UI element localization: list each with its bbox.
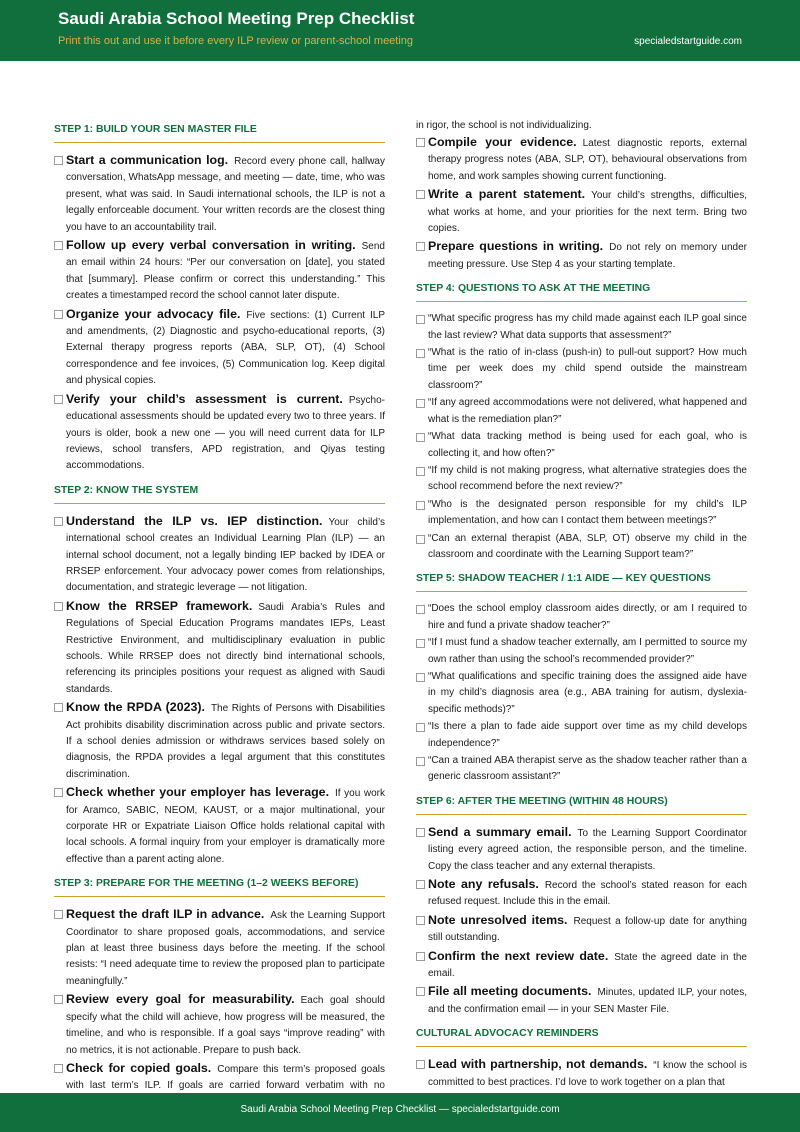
step3-continuation-text: in rigor, the school is not individualizing. <box>416 120 592 131</box>
step3-checklist-item <box>54 991 385 1059</box>
step4-checklist-item <box>416 463 747 496</box>
checkbox[interactable] <box>416 916 425 925</box>
step6-checklist-item <box>416 876 747 911</box>
checkbox[interactable] <box>54 395 63 404</box>
step1-heading: STEP 1: BUILD YOUR SEN MASTER FILE <box>54 124 385 143</box>
item-text: To the Learning Support Coordinator listing every agreed action, the responsible person, and the timeline. Copy the class teacher and any external therapists. <box>428 827 747 872</box>
step4-checklist-item <box>416 345 747 394</box>
checkbox[interactable] <box>416 399 425 408</box>
question-text: “Is there a plan to fade aide support over time as my child develops independence?” <box>428 721 747 749</box>
item-text: Send an email within 24 hours: “Per our conversation on [date], you stated that [summary]. Please confirm or correct this understanding.” This creates a timestamped record the school cannot later dispute. <box>66 241 385 302</box>
item-text: The Rights of Persons with Disabilities Act prohibits disability discrimination across public and private sectors. If a school denies admission or withdraws services based solely on diagnosis, the RPDA provides a legal argument that this constitutes discrimination. <box>66 703 385 780</box>
item-text: Request a follow-up date for anything still outstanding. <box>428 915 747 944</box>
step6-checklist-item <box>416 948 747 983</box>
step5-checklist-item <box>416 719 747 752</box>
item-text: State the agreed date in the email. <box>428 951 747 980</box>
right-column <box>416 118 747 1092</box>
item-text: Your child’s international school creates an Individual Learning Plan (ILP) — an internal school document, not a legally binding IEP backed by IDEA or RRSEP enforcement. Your advocacy power comes from relationships, documentation, and strategic leverage — not litigation. <box>66 516 386 594</box>
question-text: “Does the school employ classroom aides directly, or am I required to hire and fund a private shadow teacher?” <box>428 603 747 631</box>
question-text: “If I must fund a shadow teacher externally, am I permitted to source my own rather than using the school’s recommended provider?” <box>428 637 747 665</box>
item-lead: Know the RPDA (2023). <box>66 700 205 715</box>
step4-checklist-item <box>416 531 747 564</box>
item-lead: Review every goal for measurability. <box>66 992 295 1007</box>
item-lead: Note any refusals. <box>428 877 539 892</box>
page-header <box>0 0 800 61</box>
question-text: “Can a trained ABA therapist serve as the shadow teacher rather than a generic classroom assistant?” <box>428 755 747 783</box>
checkbox[interactable] <box>416 138 425 147</box>
step2-checklist-item <box>54 699 385 783</box>
item-text: Psycho-educational assessments should be updated every two to three years. If yours is older, book a new one — you will need current data for ILP reviews, school transfers, APD registration, and Qiyas testing accommodations. <box>66 394 385 472</box>
item-lead: Check for copied goals. <box>66 1060 212 1075</box>
page-footer <box>0 1093 800 1132</box>
item-text: Latest diagnostic reports, external therapy progress notes (ABA, SLP, OT), behavioural observations from home, and work samples showing current functioning. <box>428 138 747 182</box>
cultural-heading: CULTURAL ADVOCACY REMINDERS <box>416 1028 747 1047</box>
left-column <box>54 118 385 1112</box>
checkbox[interactable] <box>54 703 63 712</box>
step4-checklist-item <box>416 429 747 462</box>
checkbox[interactable] <box>416 190 425 199</box>
step1-checklist-item <box>54 306 385 390</box>
step3-checklist-item <box>54 906 385 990</box>
step5-checklist-item <box>416 635 747 668</box>
checkbox[interactable] <box>416 639 425 648</box>
checkbox[interactable] <box>54 517 63 526</box>
checkbox[interactable] <box>416 315 425 324</box>
step1-checklist-item <box>54 237 385 305</box>
item-text: Record every phone call, hallway conversation, WhatsApp message, and meeting — date, time, who was present, what was said. In Saudi international schools, the ILP is not a legally enforceable document. Your written records are the closest thing you have to an accountability trail. <box>66 156 385 233</box>
item-lead: Send a summary email. <box>428 824 572 839</box>
checkbox[interactable] <box>54 995 63 1004</box>
step2-heading: STEP 2: KNOW THE SYSTEM <box>54 485 385 504</box>
checkbox[interactable] <box>416 673 425 682</box>
step3-cont-checklist-item <box>416 186 747 237</box>
item-lead: Check whether your employer has leverage. <box>66 785 330 800</box>
step6-checklist-item <box>416 912 747 947</box>
step4-checklist-item <box>416 497 747 530</box>
checkbox[interactable] <box>416 467 425 476</box>
checkbox[interactable] <box>54 156 63 165</box>
item-text: Minutes, updated ILP, your notes, and the confirmation email — in your SEN Master File. <box>428 987 747 1015</box>
checkbox[interactable] <box>416 605 425 614</box>
step4-checklist-item <box>416 311 747 344</box>
checkbox[interactable] <box>416 880 425 889</box>
item-text: Compare this term’s proposed goals with last term’s ILP. If goals are carried forward verbatim with no <box>66 1063 385 1092</box>
step5-heading: STEP 5: SHADOW TEACHER / 1:1 AIDE — KEY QUESTIONS <box>416 573 747 592</box>
step6-checklist-item <box>416 824 747 875</box>
item-lead: Verify your child’s assessment is current. <box>66 391 343 406</box>
page-subtitle: Print this out and use it before every ILP review or parent-school meeting <box>58 35 414 47</box>
item-text: Five sections: (1) Current ILP and amendments, (2) Diagnostic and psycho-educational reports, (3) External therapy progress reports (ABA, SLP, OT), (4) School correspondence and fee invoices, (5) Communication log. Keep digital and physical copies. <box>66 309 385 387</box>
step6-checklist-item <box>416 983 747 1018</box>
checkbox[interactable] <box>54 602 63 611</box>
page-title: Saudi Arabia School Meeting Prep Checklist <box>58 9 415 28</box>
step4-checklist-item <box>416 395 747 428</box>
checkbox[interactable] <box>416 242 425 251</box>
question-text: “If my child is not making progress, what alternative strategies does the school recommend before the next review?” <box>428 464 747 493</box>
item-text: Ask the Learning Support Coordinator to share proposed goals, accommodations, and service plan at least three business days before the meeting. If the school resists: “I need adequate time to review the proposed plan to participate meaningfully.” <box>66 910 385 987</box>
footer-text: Saudi Arabia School Meeting Prep Checklist — specialedstartguide.com <box>240 1104 560 1115</box>
cultural-checklist-item <box>416 1056 747 1091</box>
question-text: “Who is the designated person responsible for my child’s ILP implementation, and how can I contact them between meetings?” <box>428 498 747 527</box>
step2-checklist-item <box>54 513 385 597</box>
checkbox[interactable] <box>416 757 425 766</box>
checkbox[interactable] <box>54 1064 63 1073</box>
step3-heading: STEP 3: PREPARE FOR THE MEETING (1–2 WEEKS BEFORE) <box>54 878 385 897</box>
step5-checklist-item <box>416 669 747 718</box>
question-text: “What qualifications and specific training does the assigned aide have in my child’s diagnosis area (e.g., ABA training for autism, dyslexia-specific methods)?” <box>428 670 747 715</box>
checkbox[interactable] <box>416 952 425 961</box>
step6-heading: STEP 6: AFTER THE MEETING (WITHIN 48 HOURS) <box>416 796 747 815</box>
question-text: “Can an external therapist (ABA, SLP, OT) observe my child in the classroom and coordinate with the Learning Support team?” <box>428 532 747 560</box>
item-text: Your child’s strengths, difficulties, what works at home, and your priorities for the next term. Bring two copies. <box>428 190 748 235</box>
checkbox[interactable] <box>416 535 425 544</box>
step2-checklist-item <box>54 784 385 868</box>
step4-heading: STEP 4: QUESTIONS TO ASK AT THE MEETING <box>416 283 747 302</box>
item-text: If you work for Aramco, SABIC, NEOM, KAUST, or a major multinational, your corporate HR or Expatriate Liaison Office holds relational capital with local schools. A formal inquiry from your employer is dramatically more effective than a parent acting alone. <box>66 788 385 865</box>
item-lead: Follow up every verbal conversation in writing. <box>66 238 356 253</box>
step5-checklist-item <box>416 753 747 786</box>
step3-cont-checklist-item <box>416 238 747 273</box>
step1-checklist-item <box>54 391 385 475</box>
question-text: “What specific progress has my child made against each ILP goal since the last review? What data supports that assessment?” <box>428 313 747 341</box>
item-lead: Write a parent statement. <box>428 187 586 202</box>
checkbox[interactable] <box>416 987 425 996</box>
item-lead: Confirm the next review date. <box>428 948 609 963</box>
site-url: specialedstartguide.com <box>634 36 742 47</box>
item-text: Do not rely on memory under meeting pressure. Use Step 4 as your starting template. <box>428 242 747 270</box>
item-lead: Compile your evidence. <box>428 135 577 149</box>
step3-cont-checklist-item <box>416 134 747 185</box>
question-text: “What data tracking method is being used for each goal, who is collecting it, and how often?” <box>428 431 747 459</box>
item-text: Record the school’s stated reason for each refused request. Include this in the email. <box>428 880 747 908</box>
checkbox[interactable] <box>54 241 63 250</box>
item-text: “I know the school is committed to best practices. I’d love to work together on a plan that <box>428 1060 747 1088</box>
item-lead: Lead with partnership, not demands. <box>428 1057 648 1072</box>
item-lead: File all meeting documents. <box>428 984 592 999</box>
checkbox[interactable] <box>54 788 63 797</box>
step1-checklist-item <box>54 152 385 236</box>
item-text: Each goal should specify what the child will achieve, how progress will be measured, the timeline, and who is responsible. If a goal says “improve reading” with no metrics, it is not actionable. Prepare to push back. <box>66 995 385 1056</box>
item-lead: Request the draft ILP in advance. <box>66 907 265 922</box>
item-lead: Understand the ILP vs. IEP distinction. <box>66 513 323 528</box>
step2-checklist-item <box>54 598 385 698</box>
checkbox[interactable] <box>416 433 425 442</box>
checkbox[interactable] <box>416 723 425 732</box>
step5-checklist-item <box>416 601 747 634</box>
item-lead: Prepare questions in writing. <box>428 239 604 254</box>
item-text: Saudi Arabia’s Rules and Regulations of Special Education Programs mandates IEPs, Least Restrictive Environment, and multidisciplinary evaluation in public schools. While RRSEP does not directly bind international schools, referencing its principles positions your request as aligned with Saudi standards. <box>66 601 385 695</box>
item-lead: Organize your advocacy file. <box>66 306 241 321</box>
question-text: “What is the ratio of in-class (push-in) to pull-out support? How much time per week does my child spend outside the mainstream classroom?” <box>428 347 747 391</box>
item-lead: Note unresolved items. <box>428 912 568 927</box>
question-text: “If any agreed accommodations were not delivered, what happened and what is the remediation plan?” <box>428 397 747 425</box>
checkbox[interactable] <box>54 310 63 319</box>
checkbox[interactable] <box>416 501 425 510</box>
checkbox[interactable] <box>54 910 63 919</box>
item-lead: Start a communication log. <box>66 153 229 167</box>
checkbox[interactable] <box>416 828 425 837</box>
checkbox[interactable] <box>416 1060 425 1069</box>
item-lead: Know the RRSEP framework. <box>66 598 253 613</box>
checkbox[interactable] <box>416 349 425 358</box>
